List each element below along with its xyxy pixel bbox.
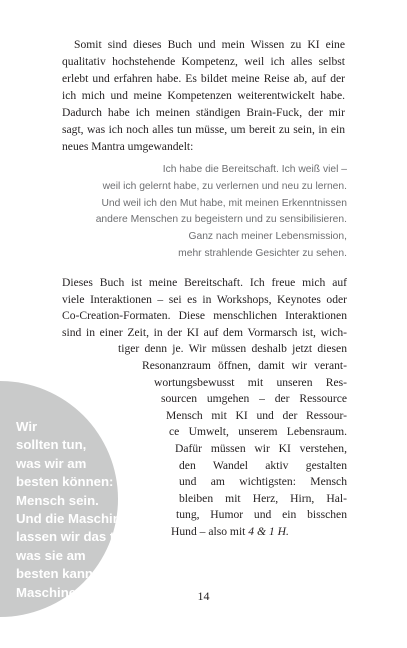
paragraph-line: den Wandel aktiv gestalten [179, 458, 347, 472]
paragraph-line: wortungsbewusst mit unseren Res- [154, 375, 347, 389]
intro-paragraph: Somit sind dieses Buch und mein Wissen zu KI eine qualitativ hochstehende Kompetenz, weil ich alles selbst erlebt und erfahren habe. Es bildet meine Reise ab, auf der ich mich und meine Kompetenzen weiterentwickelt habe. Dadurch habe ich meinen ständigen Brain-Fuck, der mir sagt, was ich noch alles tun müsse, um bereit zu sein, in ein neues Mantra umgewandelt: [62, 38, 345, 153]
quote-line: Ganz nach meiner Lebensmission, [188, 231, 347, 243]
callout-line: was wir am [16, 455, 87, 471]
paragraph-line: Dafür müssen wir KI verstehen, [175, 441, 347, 455]
paragraph-line: tung, Humor und ein bisschen [176, 508, 347, 522]
quote-line: Ich habe die Bereitschaft. Ich weiß viel – [162, 164, 347, 175]
callout-line: Mensch sein. [16, 492, 99, 508]
quote-line: mehr strahlende Gesichter zu sehen. [178, 247, 347, 259]
paragraph-line: und am wichtigsten: Mensch [179, 475, 347, 489]
paragraph-line: tiger denn je. Wir müssen deshalb jetzt diesen [118, 342, 347, 356]
callout-line: Maschine sein. [16, 584, 110, 600]
callout-line: Wir [16, 419, 38, 434]
quote-line: andere Menschen zu begeistern und zu sensibilisieren. [95, 214, 347, 226]
mantra-quote [82, 162, 347, 263]
paragraph-line: Resonanzraum öffnen, damit wir verant- [142, 358, 347, 372]
four-and-one-h: 4 & 1 H. [248, 524, 289, 538]
callout-line: besten kann: [16, 566, 98, 582]
callout-line: Und die Maschine [16, 511, 129, 527]
quote-line: weil ich gelernt habe, zu verlernen und neu zu lernen. [102, 180, 347, 192]
paragraph-line-text: Hund – also mit [171, 524, 249, 538]
callout-line: lassen wir das tun, [16, 529, 134, 545]
paragraph-line: viele Interaktionen – sei es in Workshops, Keynotes oder [62, 292, 347, 306]
callout-line: besten können: [16, 474, 114, 490]
paragraph-line: bleiben mit Herz, Hirn, Hal- [179, 491, 347, 505]
callout-line: was sie am [16, 547, 86, 563]
page-number: 14 [197, 589, 210, 603]
quote-line: Und weil ich den Mut habe, mit meinen Erkenntnissen [101, 197, 347, 209]
callout-text [16, 418, 216, 602]
paragraph-line: sind in einer Zeit, in der KI auf dem Vormarsch ist, wich- [62, 325, 347, 339]
paragraph-line: sourcen umgehen – der Ressource [161, 392, 347, 406]
paragraph-line: Mensch mit KI und der Ressour- [166, 408, 347, 422]
paragraph-line: Dieses Buch ist meine Bereitschaft. Ich freue mich auf [62, 276, 347, 289]
paragraph-line: Co-Creation-Formaten. Diese menschlichen Interaktionen [62, 309, 347, 323]
paragraph-line: ce Umwelt, unserem Lebensraum. [169, 425, 347, 439]
callout-line: sollten tun, [16, 437, 87, 453]
